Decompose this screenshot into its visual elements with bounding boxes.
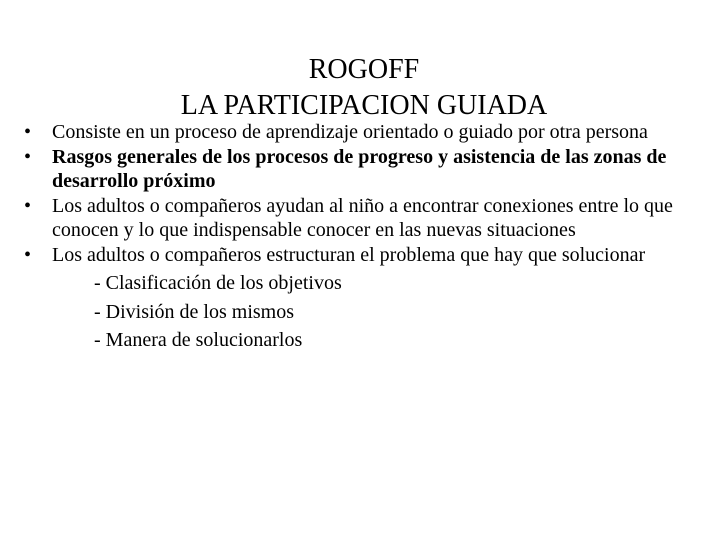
bullet-marker-2: • xyxy=(24,145,32,168)
bullet-marker-3: • xyxy=(24,194,32,217)
bullet-list xyxy=(24,120,714,353)
title-line-1: ROGOFF xyxy=(308,53,420,85)
sub-item-2: - División de los mismos xyxy=(94,300,295,323)
bullet-text-4: Los adultos o compañeros estructuran el problema que hay que solucionar xyxy=(52,243,646,266)
bullet-marker-1: • xyxy=(24,121,32,143)
bullet-item-4 xyxy=(24,243,714,353)
sub-item-1: - Clasificación de los objetivos xyxy=(94,272,342,294)
bullet-item-1 xyxy=(24,120,714,145)
bullet-text-3: Los adultos o compañeros ayudan al niño a encontrar conexiones entre lo que conocen y lo que indispensable conocer en las nuevas situaciones xyxy=(52,194,673,241)
bullet-text-1: Consiste en un proceso de aprendizaje orientado o guiado por otra persona xyxy=(52,121,648,143)
sub-list xyxy=(52,271,714,353)
sub-item-3: - Manera de solucionarlos xyxy=(94,329,303,351)
title-line-2: LA PARTICIPACION GUIADA xyxy=(180,89,548,121)
bullet-item-2 xyxy=(24,145,714,194)
slide-title xyxy=(0,52,728,124)
bullet-text-2: Rasgos generales de los procesos de progreso y asistencia de las zonas de desarrollo próximo xyxy=(52,145,667,192)
bullet-item-3 xyxy=(24,194,714,243)
bullet-marker-4: • xyxy=(24,243,32,266)
